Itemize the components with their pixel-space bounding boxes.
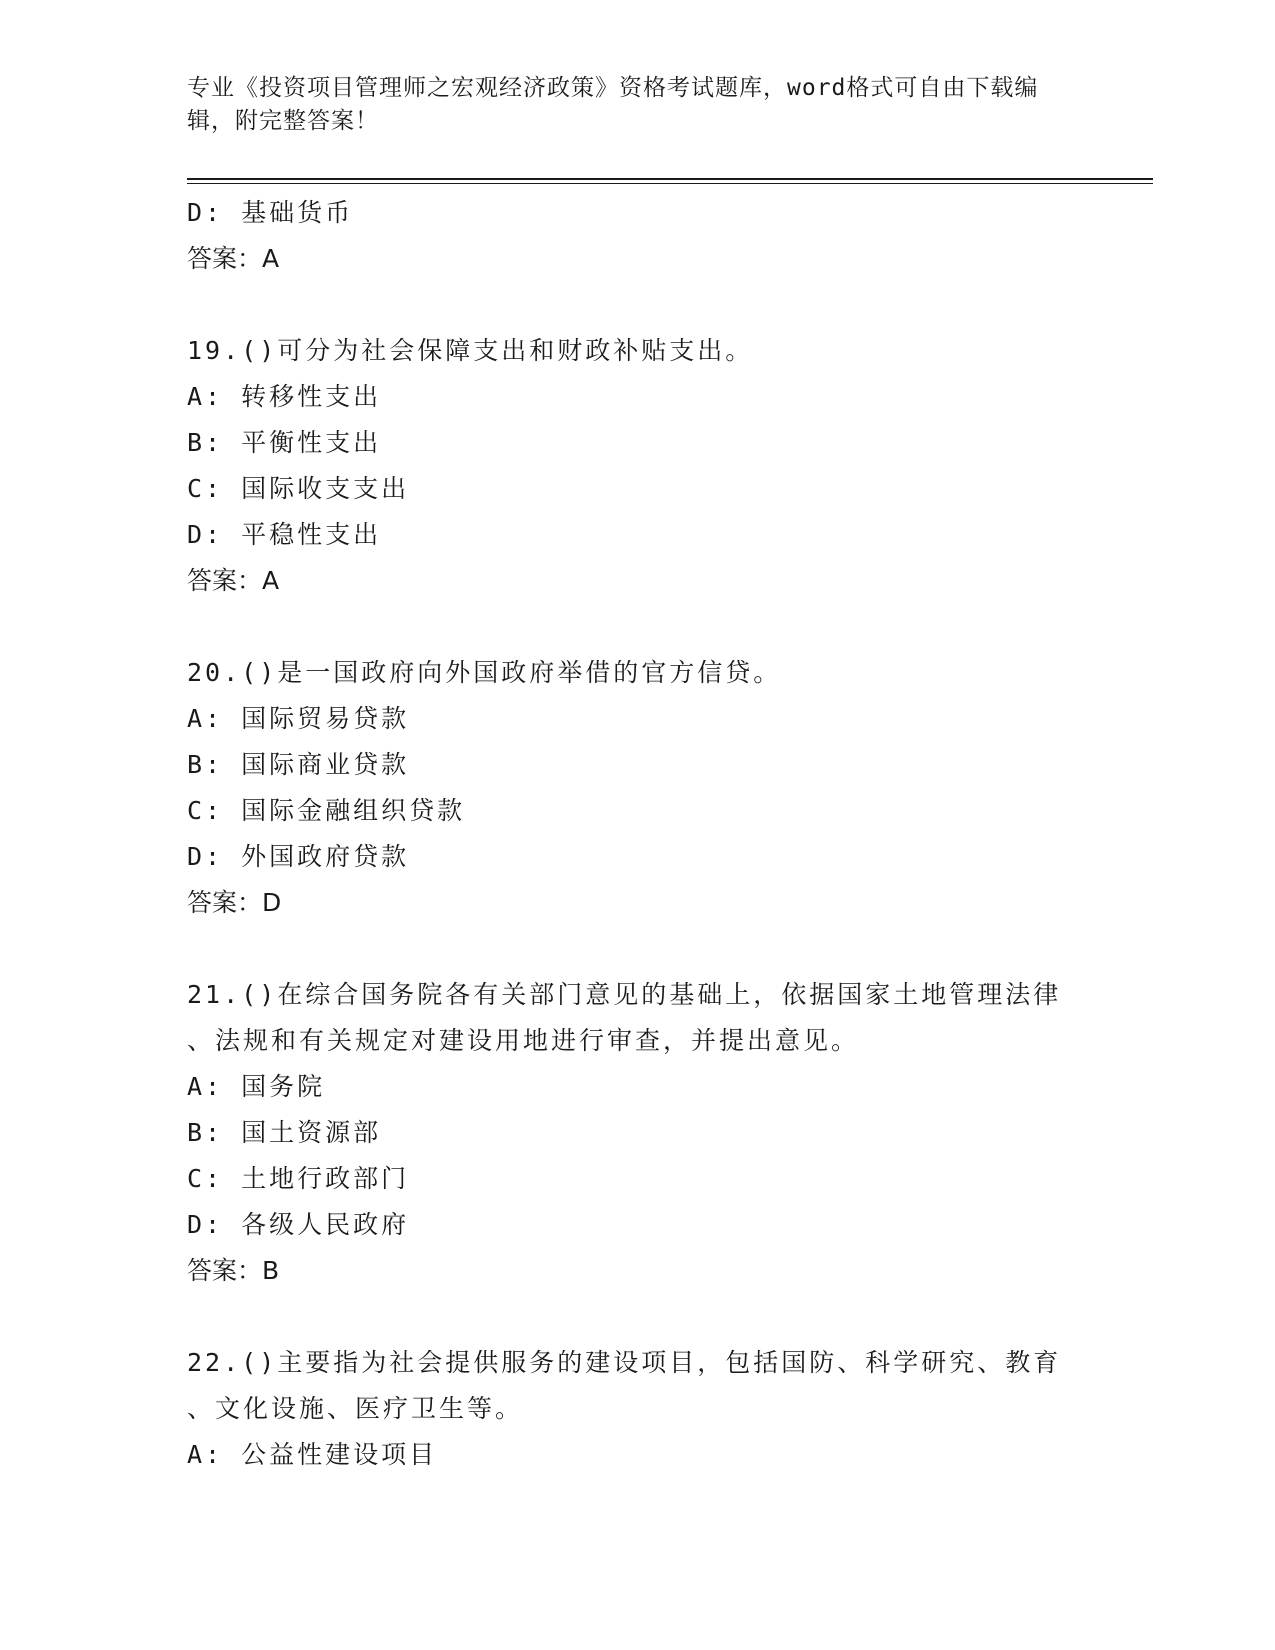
question-21 <box>187 972 1087 1294</box>
question-title: 20.()是一国政府向外国政府举借的官方信贷。 <box>187 658 782 687</box>
question-title-line-1: 22.()主要指为社会提供服务的建设项目，包括国防、科学研究、教育 <box>187 1348 1062 1377</box>
option-b: B: 平衡性支出 <box>187 428 382 457</box>
question-18-tail <box>187 190 1087 282</box>
question-19 <box>187 328 1087 604</box>
option-b: B: 国际商业贷款 <box>187 750 410 779</box>
answer: 答案：B <box>187 1256 280 1285</box>
option-d: D: 基础货币 <box>187 198 354 227</box>
question-title-line-1: 21.()在综合国务院各有关部门意见的基础上，依据国家土地管理法律 <box>187 980 1062 1009</box>
spacer <box>187 1294 1087 1340</box>
question-title-line-2: 、法规和有关规定对建设用地进行审查，并提出意见。 <box>187 1026 860 1055</box>
option-c: C: 国际金融组织贷款 <box>187 796 466 825</box>
option-c: C: 土地行政部门 <box>187 1164 410 1193</box>
option-d: D: 平稳性支出 <box>187 520 382 549</box>
header-line-1: 专业《投资项目管理师之宏观经济政策》资格考试题库，word格式可自由下载编 <box>187 75 1039 101</box>
option-d: D: 各级人民政府 <box>187 1210 410 1239</box>
question-title-line-2: 、文化设施、医疗卫生等。 <box>187 1394 524 1423</box>
answer: 答案：A <box>187 566 280 595</box>
option-b: B: 国土资源部 <box>187 1118 382 1147</box>
option-d: D: 外国政府贷款 <box>187 842 410 871</box>
answer: 答案：D <box>187 888 282 917</box>
header-rule-thick <box>187 178 1153 180</box>
option-a: A: 公益性建设项目 <box>187 1440 438 1469</box>
question-20 <box>187 650 1087 926</box>
question-22 <box>187 1340 1087 1478</box>
answer: 答案：A <box>187 244 280 273</box>
header-rule-thin <box>187 183 1153 184</box>
header-line-2: 辑，附完整答案！ <box>187 108 379 134</box>
spacer <box>187 926 1087 972</box>
page-header <box>187 72 1067 138</box>
option-a: A: 国际贸易贷款 <box>187 704 410 733</box>
option-a: A: 转移性支出 <box>187 382 382 411</box>
option-a: A: 国务院 <box>187 1072 326 1101</box>
question-list <box>187 190 1087 1478</box>
spacer <box>187 282 1087 328</box>
question-title: 19.()可分为社会保障支出和财政补贴支出。 <box>187 336 754 365</box>
option-c: C: 国际收支支出 <box>187 474 410 503</box>
spacer <box>187 604 1087 650</box>
